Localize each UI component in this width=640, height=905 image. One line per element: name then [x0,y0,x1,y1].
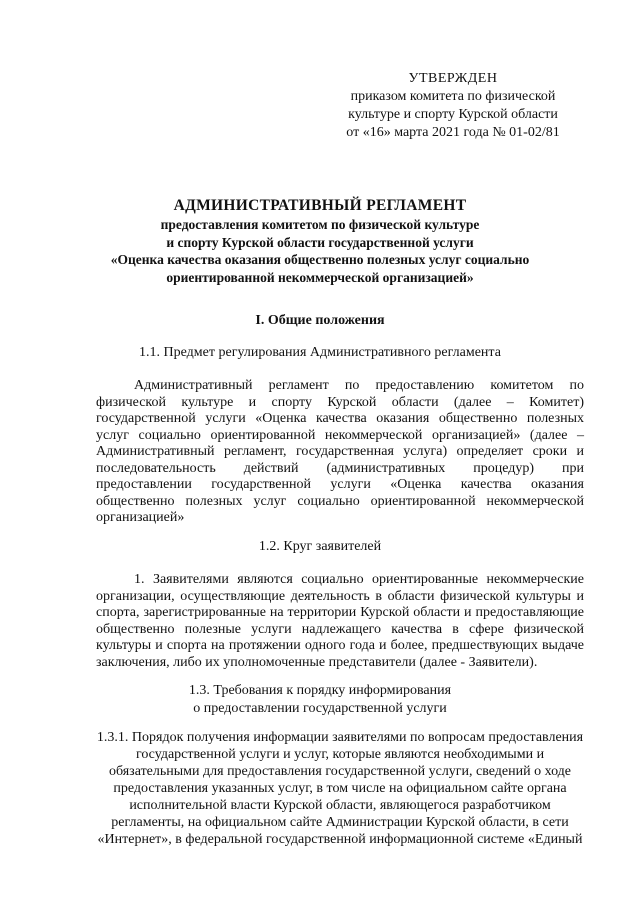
document-title-sub-1: предоставления комитетом по физической культуре [160,217,480,232]
section-1-heading: I. Общие положения [255,313,385,328]
approval-line-3: от «16» марта 2021 года № 01-02/81 [346,125,560,140]
subsection-1-2-text [96,572,584,671]
subsection-1-3-1-line: «Интернет», в федеральной государственной информационной системе «Единый [97,832,583,847]
subsection-1-1-heading: 1.1. Предмет регулирования Административного регламента [139,345,501,360]
subsection-1-3-1-line: регламенты, на официальном сайте Администрации Курской области, в сети [111,815,569,830]
subsection-1-3-heading [96,682,544,718]
document-title-main: АДМИНИСТРАТИВНЫЙ РЕГЛАМЕНТ [173,197,467,214]
document-title-sub-4: ориентированной некоммерческой организацией» [166,269,474,285]
document-title-sub-2: и спорту Курской области государственной услуги [166,234,474,250]
subsection-1-3-1-line: предоставления указанных услуг, в том числе на официальном сайте органа [113,781,567,796]
subsection-1-2-paragraph: 1. Заявителями являются социально ориентированные некоммерческие организации, осуществляющие деятельность в области физической культуры и спорта, зарегистрированные на территории Курской области и предоставляющие общественно полезные услуги надлежащего качества в сфере физической культуры и спорта на протяжении одного года и более, предшествующих выдаче заключения, либо их уполномоченные представители (далее - Заявители). [96,572,584,670]
subsection-1-3-1-line: обязательными для предоставления государственной услуги, сведений о ходе [108,764,572,779]
subsection-1-3-heading-line-1: 1.3. Требования к порядку информирования [188,683,452,698]
subsection-1-1-text [96,378,584,527]
document-title-sub-3: «Оценка качества оказания общественно полезных услуг социально [110,252,530,267]
approval-title: УТВЕРЖДЕН [408,71,498,86]
approval-stamp [318,70,588,142]
approval-line-1: приказом комитета по физической [350,89,556,104]
subsection-1-2-heading: 1.2. Круг заявителей [258,539,382,554]
subsection-1-3-1-line: исполнительной власти Курской области, являющегося разработчиком [129,798,551,813]
subsection-1-3-1-text [96,729,584,848]
subsection-1-1-paragraph: Административный регламент по предоставлению комитетом по физической культуре и спорту Курской области (далее – Комитет) государственной услуги «Оценка качества оказания общественно полезных услуг социально ориентированной некоммерческой организацией» (далее – Административный регламент, государственная услуга) определяет сроки и последовательность действий (административных процедур) при предоставлении государственной услуги «Оценка качества оказания общественно полезных услуг социально ориентированной некоммерческой организацией» [96,378,584,525]
document-title [90,196,550,286]
approval-line-2: культуре и спорту Курской области [348,107,558,122]
subsection-1-3-heading-line-2: о предоставлении государственной услуги [193,701,447,716]
subsection-1-3-1-line: государственной услуги и услуг, которые являются необходимыми и [135,747,545,762]
subsection-1-3-1-line: 1.3.1. Порядок получения информации заявителями по вопросам предоставления [96,730,584,745]
